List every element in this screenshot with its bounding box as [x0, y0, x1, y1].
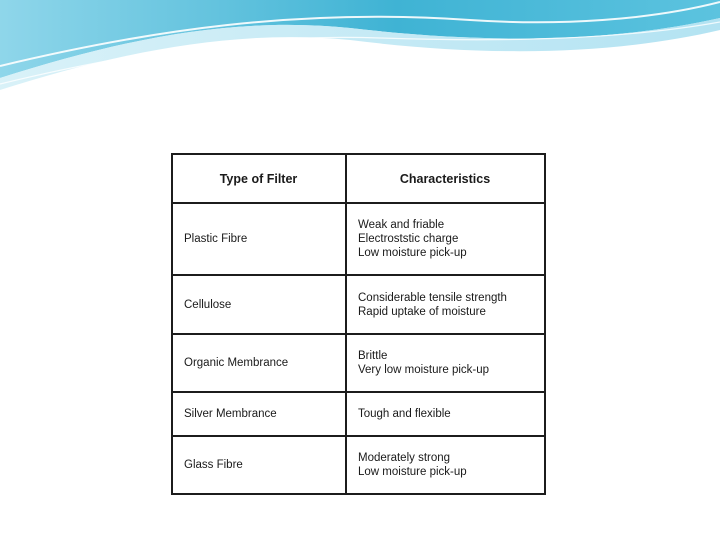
characteristic-line: Moderately strong [358, 452, 451, 464]
header-characteristics: Characteristics [346, 154, 545, 203]
characteristic-line: Very low moisture pick-up [358, 364, 490, 376]
filter-type-cell: Silver Membrance [172, 392, 346, 436]
characteristic-line: Considerable tensile strength [358, 291, 507, 304]
header-type-of-filter: Type of Filter [172, 154, 346, 203]
filter-type-cell: Cellulose [172, 275, 346, 334]
table-header-row [172, 154, 545, 203]
table-row [172, 392, 545, 436]
characteristic-line: Weak and friable [358, 219, 445, 231]
characteristic-line: Tough and flexible [358, 408, 451, 420]
filter-characteristics-table [171, 153, 546, 495]
characteristic-line: Electroststic charge [358, 233, 459, 245]
table-row [172, 334, 545, 392]
characteristic-line: Rapid uptake of moisture [358, 305, 486, 318]
characteristic-line: Low moisture pick-up [358, 466, 467, 478]
characteristics-cell [346, 436, 545, 494]
characteristics-cell [346, 334, 545, 392]
header-wave-decoration [0, 0, 720, 110]
characteristic-line: Low moisture pick-up [358, 247, 467, 259]
characteristic-line: Brittle [358, 350, 388, 362]
characteristics-cell [346, 392, 545, 436]
table-row [172, 203, 545, 275]
characteristics-cell [346, 275, 545, 334]
filter-type-cell: Plastic Fibre [172, 203, 346, 275]
characteristics-cell [346, 203, 545, 275]
filter-type-cell: Glass Fibre [172, 436, 346, 494]
filter-type-cell: Organic Membrance [172, 334, 346, 392]
table-row [172, 436, 545, 494]
table-row [172, 275, 545, 334]
